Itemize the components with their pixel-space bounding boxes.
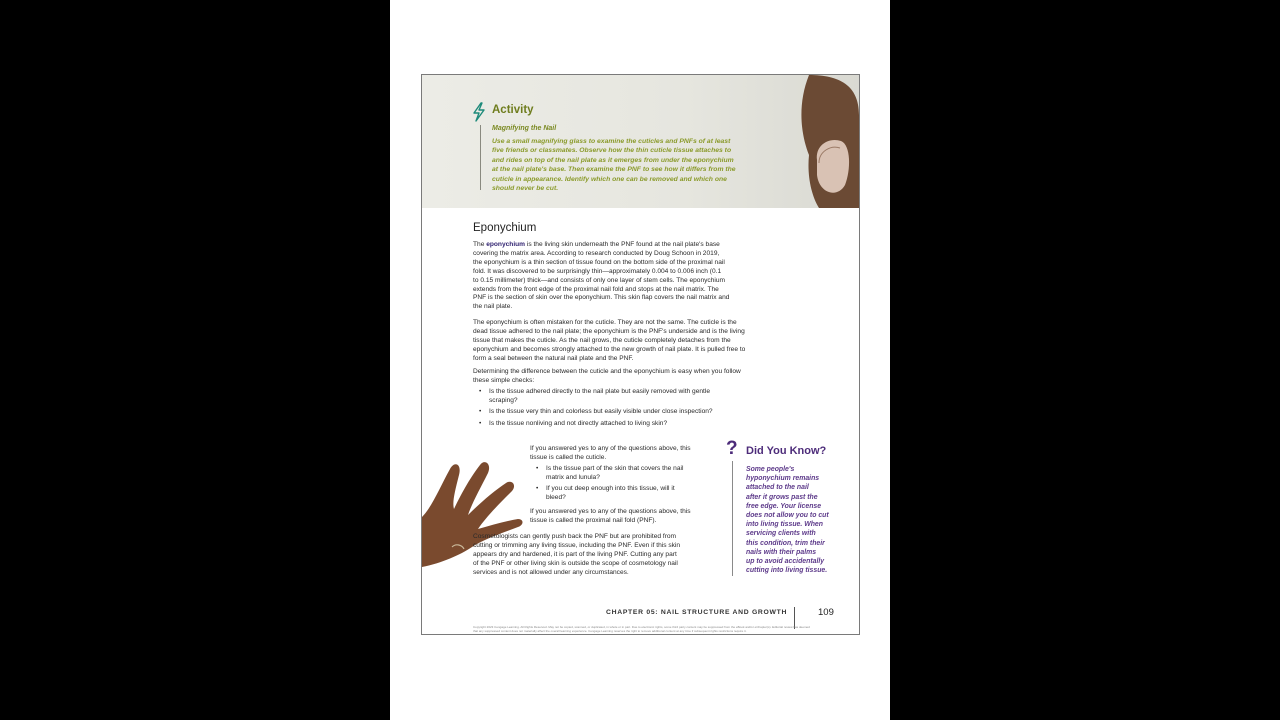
- dyk-line: nails with their palms: [746, 548, 817, 556]
- activity-line: at the nail plate's base. Then examine the PNF to see how it differs from the: [492, 166, 736, 174]
- list-item: • If you cut deep enough into this tissue, will it bleed?: [536, 485, 696, 503]
- page-number: 109: [818, 607, 834, 618]
- paragraph-line: extends from the front edge of the proximal nail fold and stops at the nail matrix. The: [473, 285, 719, 293]
- paragraph-line: The eponychium is the living skin underneath the PNF found at the nail plate's base: [473, 241, 720, 248]
- cuticle-answer: [530, 445, 691, 463]
- paragraph-line: If you answered yes to any of the questions above, this: [530, 508, 691, 515]
- paragraph-line: tissue that makes the cuticle. As the nail grows, the cuticle completely detaches from the: [473, 336, 731, 344]
- activity-line: Use a small magnifying glass to examine the cuticles and PNFs of at least: [492, 138, 731, 145]
- list-item: • Is the tissue very thin and colorless but easily visible under close inspection?: [479, 408, 719, 417]
- paragraph-line: Determining the difference between the cuticle and the eponychium is easy when you follow: [473, 368, 741, 375]
- dyk-line: up to avoid accidentally: [746, 558, 825, 566]
- paragraph-line: If you answered yes to any of the questions above, this: [530, 445, 691, 452]
- list-item: • Is the tissue nonliving and not directly attached to living skin?: [479, 420, 719, 429]
- did-you-know-rule: [732, 461, 733, 576]
- activity-title: Activity: [492, 104, 534, 116]
- copyright-notice: Copyright 2023 Cengage Learning. All Rights Reserved. May not be copied, scanned, or duplicated, in whole or in part. Due to electronic rights, some third party content may be suppressed from the eBook and/or eChapter(s). Editorial review has deemed that any suppressed content does not materially affect the overall learning experience. Cengage Learning reserves the right to remove additional content at any time if subsequent rights restrictions require it.: [473, 625, 810, 633]
- list-item: • Is the tissue part of the skin that covers the nail matrix and lunula?: [536, 465, 696, 483]
- paragraph-line: PNF is the section of skin over the eponychium. This skin flap covers the nail matrix and: [473, 294, 730, 302]
- activity-line: five friends or classmates. Observe how the thin cuticle tissue attaches to: [492, 147, 732, 155]
- activity-line: should never be cut.: [492, 185, 559, 193]
- list-item: • Is the tissue adhered directly to the nail plate but easily removed with gentle scraping?: [479, 388, 719, 406]
- dyk-line: does not allow you to cut: [746, 512, 829, 520]
- chapter-footer: CHAPTER 05: NAIL STRUCTURE AND GROWTH: [606, 609, 788, 616]
- paragraph-line: eponychium and becomes strongly attached to the new growth of nail plate. It is pulled free to: [473, 345, 746, 353]
- paragraph-line: fold. It was discovered to be surprisingly thin—approximately 0.004 to 0.006 inch (0.1: [473, 267, 722, 275]
- dyk-line: hyponychium remains: [746, 475, 820, 483]
- paragraph-line: covering the matrix area. According to research conducted by Doug Schoon in 2019,: [473, 249, 720, 257]
- paragraph-4: [473, 533, 680, 578]
- dyk-line: free edge. Your license: [746, 502, 822, 510]
- dyk-line: after it grows past the: [746, 493, 818, 501]
- dyk-line: this condition, trim their: [746, 539, 825, 547]
- question-mark-icon: ?: [726, 438, 738, 459]
- paragraph-1: [473, 241, 729, 312]
- paragraph-line: tissue is called the cuticle.: [530, 453, 607, 461]
- section-heading: Eponychium: [473, 222, 537, 234]
- check-list-2: [536, 465, 696, 506]
- paragraph-line: services and is not allowed under any circumstances.: [473, 568, 629, 576]
- paragraph-line: appears dry and hardened, it is part of the living PNF. Cutting any part: [473, 550, 677, 558]
- activity-subtitle: Magnifying the Nail: [492, 125, 557, 132]
- paragraph-line: Cosmetologists can gently push back the PNF but are prohibited from: [473, 533, 677, 540]
- paragraph-line: The eponychium is often mistaken for the cuticle. They are not the same. The cuticle is the: [473, 319, 737, 326]
- paragraph-line: the nail plate.: [473, 303, 513, 311]
- paragraph-line: form a seal between the natural nail plate and the PNF.: [473, 354, 634, 362]
- thumb-photo: [779, 75, 859, 208]
- activity-line: cuticle in appearance. Identify which one can be removed and which one: [492, 175, 727, 183]
- textbook-page: [421, 74, 860, 635]
- activity-body: [492, 137, 762, 193]
- paragraph-line: to 0.15 millimeter) thick—and consists of only one layer of stem cells. The eponychium: [473, 276, 726, 284]
- dyk-line: servicing clients with: [746, 530, 816, 538]
- dyk-line: Some people's: [746, 466, 795, 473]
- paragraph-line: dead tissue adhered to the nail plate; the eponychium is the PNF's underside and is the living: [473, 327, 745, 335]
- did-you-know-body: [746, 465, 846, 575]
- dyk-line: into living tissue. When: [746, 521, 823, 529]
- lightning-icon: [472, 102, 486, 122]
- paragraph-2: [473, 319, 745, 364]
- paragraph-line: these simple checks:: [473, 376, 535, 384]
- paragraph-3: [473, 368, 741, 386]
- dyk-line: attached to the nail: [746, 484, 809, 492]
- pnf-answer: [530, 508, 691, 526]
- check-list: [479, 388, 719, 431]
- paragraph-line: cutting or trimming any living tissue, including the PNF. Even if this skin: [473, 541, 681, 549]
- activity-rule: [480, 125, 481, 190]
- paragraph-line: tissue is called the proximal nail fold (PNF).: [530, 516, 657, 524]
- term-eponychium: eponychium: [486, 241, 526, 248]
- dyk-line: cutting into living tissue.: [746, 567, 828, 575]
- paragraph-line: the eponychium is a thin section of tissue found on the bottom side of the proximal nail: [473, 258, 725, 266]
- paragraph-line: of the PNF or other living skin is outside the scope of cosmetology nail: [473, 559, 678, 567]
- did-you-know-title: Did You Know?: [746, 445, 827, 457]
- activity-line: and rides on top of the nail plate as it emerges from under the eponychium: [492, 156, 734, 164]
